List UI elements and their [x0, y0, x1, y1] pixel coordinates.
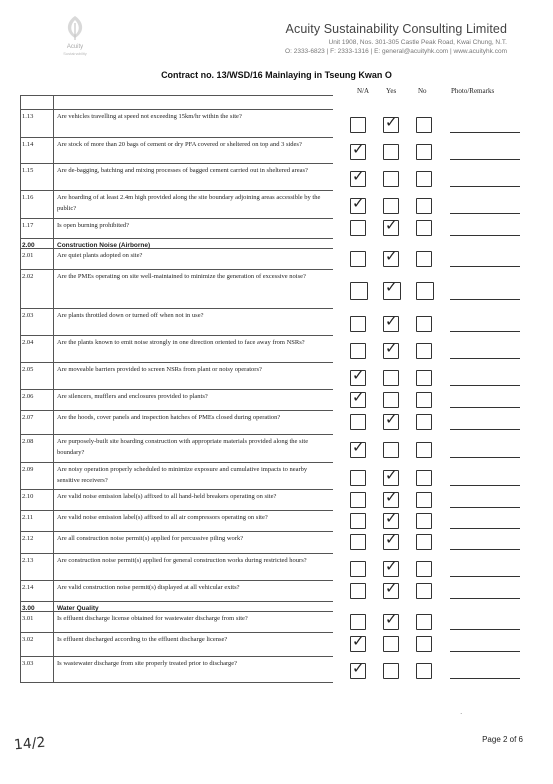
item-number: 2.12	[21, 532, 54, 553]
company-info	[285, 22, 507, 55]
check-mark-icon: ✓	[352, 387, 365, 406]
item-number: 1.17	[21, 219, 54, 238]
remarks-line[interactable]	[450, 186, 520, 187]
question-text: Are silencers, mufflers and enclosures provided to plants?	[57, 393, 208, 400]
remarks-line[interactable]	[450, 507, 520, 508]
item-number: 3.00	[21, 602, 54, 611]
table-row	[21, 657, 333, 683]
question-text: Are stock of more than 20 bags of cement or dry PFA covered or sheltered on top and 3 sides?	[57, 141, 302, 148]
item-number: 2.11	[21, 511, 54, 531]
table-row	[21, 511, 333, 532]
checkbox-na[interactable]	[350, 194, 366, 214]
checkbox-na[interactable]	[350, 166, 366, 187]
checkbox-na[interactable]	[350, 365, 366, 386]
column-remarks: Photo/Remarks	[451, 87, 495, 95]
checkbox-yes[interactable]	[383, 663, 399, 679]
checkbox-na[interactable]	[350, 492, 366, 508]
check-mark-icon: ✓	[385, 410, 398, 428]
checkbox-no[interactable]	[416, 392, 432, 408]
remarks-line[interactable]	[450, 132, 520, 133]
checkbox-no[interactable]	[416, 636, 432, 652]
question-text: Are construction noise permit(s) applied for general construction works during restricted hours?	[57, 557, 307, 564]
table-row	[21, 363, 333, 390]
check-mark-icon: ✓	[352, 632, 365, 650]
table-row	[21, 249, 333, 270]
remarks-line[interactable]	[450, 159, 520, 160]
stray-mark: ·	[460, 710, 463, 718]
checkbox-na[interactable]	[350, 534, 366, 550]
item-number: 3.03	[21, 657, 54, 682]
checkbox-no[interactable]	[416, 316, 432, 332]
checkbox-na[interactable]	[350, 561, 366, 577]
checkbox-no[interactable]	[416, 513, 432, 529]
checkbox-na[interactable]	[350, 470, 366, 486]
section-row	[21, 602, 333, 612]
question-text: Are the hoods, cover panels and inspection hatches of PMEs closed during operation?	[57, 414, 281, 421]
remarks-line[interactable]	[450, 385, 520, 386]
remarks-line[interactable]	[450, 598, 520, 599]
question-text: Is effluent discharge license obtained for wastewater discharge from site?	[57, 615, 248, 622]
check-mark-icon: ✓	[385, 216, 398, 234]
check-mark-icon: ✓	[385, 487, 398, 506]
checkbox-yes[interactable]	[383, 246, 399, 267]
table-row	[21, 96, 333, 110]
checkbox-no[interactable]	[416, 144, 432, 160]
table-row	[21, 435, 333, 463]
checkbox-yes[interactable]	[383, 609, 399, 630]
remarks-line[interactable]	[450, 235, 520, 236]
table-row	[21, 490, 333, 511]
checkbox-na[interactable]	[350, 387, 366, 408]
item-number: 2.07	[21, 411, 54, 434]
contract-title: Contract no. 13/WSD/16 Mainlaying in Tseung Kwan O	[161, 70, 392, 80]
item-number: 2.14	[21, 581, 54, 601]
item-number	[21, 96, 54, 109]
table-row	[21, 110, 333, 138]
check-mark-icon: ✓	[352, 194, 365, 212]
check-mark-icon: ✓	[385, 338, 398, 357]
section-row	[21, 239, 333, 249]
checkbox-na[interactable]	[350, 583, 366, 599]
page-number: Page 2 of 6	[482, 735, 523, 744]
item-number: 2.08	[21, 435, 54, 462]
table-row	[21, 411, 333, 435]
checkbox-no[interactable]	[416, 343, 432, 359]
checkbox-yes[interactable]	[383, 578, 399, 599]
checkbox-no[interactable]	[416, 171, 432, 187]
checkbox-no[interactable]	[416, 492, 432, 508]
table-row	[21, 390, 333, 411]
item-number: 2.02	[21, 270, 54, 308]
company-logo	[52, 14, 98, 66]
check-mark-icon: ✓	[385, 578, 398, 597]
question-text: Are noisy operation properly scheduled to minimize exposure and cumulative impacts to nearby sensitive receivers?	[57, 466, 308, 484]
check-mark-icon: ✓	[385, 465, 398, 484]
column-no: No	[418, 87, 427, 95]
remarks-line[interactable]	[450, 213, 520, 214]
checkbox-yes[interactable]	[383, 487, 399, 508]
table-row	[21, 633, 333, 657]
item-number: 2.09	[21, 463, 54, 489]
checklist-table	[20, 95, 333, 683]
section-title: Water Quality	[57, 605, 99, 612]
item-number: 2.00	[21, 239, 54, 248]
table-row	[21, 336, 333, 363]
check-mark-icon: ✓	[352, 438, 365, 456]
table-row	[21, 219, 333, 239]
item-number: 3.02	[21, 633, 54, 656]
question-text: Are plants throttled down or turned off when not in use?	[57, 312, 204, 319]
checkbox-no[interactable]	[416, 251, 432, 267]
check-mark-icon: ✓	[385, 311, 398, 330]
checkbox-no[interactable]	[416, 534, 432, 550]
table-row	[21, 554, 333, 581]
checkbox-no[interactable]	[416, 470, 432, 486]
question-text: Are valid noise emission label(s) affixed to all hand-held breakers operating on site?	[57, 493, 277, 500]
checkbox-yes[interactable]	[383, 508, 399, 529]
question-text: Is wastewater discharge from site properly treated prior to discharge?	[57, 660, 238, 667]
checkbox-no[interactable]	[416, 282, 434, 300]
check-mark-icon: ✓	[385, 609, 398, 628]
check-mark-icon: ✓	[385, 530, 398, 548]
checkbox-no[interactable]	[416, 663, 432, 679]
table-row	[21, 270, 333, 309]
checkbox-na[interactable]	[350, 659, 366, 679]
table-row	[21, 532, 333, 554]
table-row	[21, 309, 333, 336]
checkbox-yes[interactable]	[383, 410, 399, 430]
company-address: Unit 1908, Nos. 301-305 Castle Peak Road, Kwai Chung, N.T.	[328, 39, 507, 46]
checkbox-na[interactable]	[350, 414, 366, 430]
checkbox-na[interactable]	[350, 632, 366, 652]
remarks-line[interactable]	[450, 629, 520, 630]
item-number: 2.10	[21, 490, 54, 510]
logo-text: Acuity	[66, 44, 84, 50]
remarks-line[interactable]	[450, 549, 520, 550]
checkbox-na[interactable]	[350, 438, 366, 458]
item-number: 1.16	[21, 191, 54, 218]
table-row	[21, 138, 333, 164]
remarks-line[interactable]	[450, 299, 520, 300]
checkbox-yes[interactable]	[383, 442, 399, 458]
check-mark-icon: ✓	[352, 365, 365, 384]
item-number: 2.04	[21, 336, 54, 362]
checkbox-na[interactable]	[350, 140, 366, 160]
checkbox-yes[interactable]	[383, 198, 399, 214]
remarks-line[interactable]	[450, 266, 520, 267]
checkbox-no[interactable]	[416, 583, 432, 599]
logo-subtext: Sustainability	[63, 51, 87, 56]
question-text: Are the plants known to emit noise strongly in one direction oriented to face away from NSRs?	[57, 339, 305, 346]
remarks-line[interactable]	[450, 485, 520, 486]
item-number: 1.13	[21, 110, 54, 137]
question-text: Are purposely-built site hoarding construction with appropriate materials provided along the site boundary?	[57, 438, 309, 456]
question-text: Is open burning prohibited?	[57, 222, 130, 229]
checkbox-yes[interactable]	[383, 144, 399, 160]
item-number: 3.01	[21, 612, 54, 632]
table-row	[21, 164, 333, 191]
checkbox-yes[interactable]	[383, 311, 399, 332]
checkbox-yes[interactable]	[383, 392, 399, 408]
remarks-line[interactable]	[450, 576, 520, 577]
checkbox-na[interactable]	[350, 343, 366, 359]
leaf-logo-icon	[62, 14, 88, 44]
checkbox-na[interactable]	[350, 513, 366, 529]
checkbox-yes[interactable]	[383, 530, 399, 550]
check-mark-icon: ✓	[385, 277, 398, 296]
checkbox-na[interactable]	[350, 282, 368, 300]
checkbox-yes[interactable]	[383, 556, 399, 577]
table-row	[21, 191, 333, 219]
question-text: Are vehicles travelling at speed not exceeding 15km/hr within the site?	[57, 113, 242, 120]
item-number: 1.15	[21, 164, 54, 190]
check-mark-icon: ✓	[385, 113, 398, 131]
item-number: 2.05	[21, 363, 54, 389]
checkbox-yes[interactable]	[383, 465, 399, 486]
question-text: Are hoarding of at least 2.4m high provided along the site boundary adjoining areas accessible by the public?	[57, 194, 321, 212]
checkbox-no[interactable]	[416, 220, 432, 236]
company-contact: O: 2333-6823 | F: 2333-1316 | E: general@acuityhk.com | www.acuityhk.com	[285, 48, 507, 55]
item-number: 2.06	[21, 390, 54, 410]
checkbox-no[interactable]	[416, 442, 432, 458]
checkbox-yes[interactable]	[383, 171, 399, 187]
remarks-line[interactable]	[450, 528, 520, 529]
checkbox-no[interactable]	[416, 561, 432, 577]
check-mark-icon: ✓	[352, 166, 365, 185]
question-text: Is effluent discharged according to the effluent discharge license?	[57, 636, 228, 643]
remarks-line[interactable]	[450, 429, 520, 430]
column-na: N/A	[357, 87, 370, 95]
question-text: Are quiet plants adopted on site?	[57, 252, 143, 259]
remarks-line[interactable]	[450, 678, 520, 679]
remarks-line[interactable]	[450, 358, 520, 359]
checkbox-yes[interactable]	[383, 338, 399, 359]
checkbox-na[interactable]	[350, 220, 366, 236]
company-name: Acuity Sustainability Consulting Limited	[285, 22, 507, 36]
remarks-line[interactable]	[450, 407, 520, 408]
checkbox-na[interactable]	[350, 251, 366, 267]
question-text	[55, 96, 333, 110]
table-row	[21, 581, 333, 602]
check-mark-icon: ✓	[385, 556, 398, 575]
remarks-line[interactable]	[450, 651, 520, 652]
column-yes: Yes	[386, 87, 397, 95]
item-number: 2.13	[21, 554, 54, 580]
item-number: 2.01	[21, 249, 54, 269]
checkbox-na[interactable]	[350, 316, 366, 332]
question-text: Are valid construction noise permit(s) displayed at all vehicular exits?	[57, 584, 240, 591]
handwritten-note: 14/2	[13, 734, 47, 754]
check-mark-icon: ✓	[385, 508, 398, 527]
checkbox-yes[interactable]	[383, 216, 399, 236]
checkbox-no[interactable]	[416, 370, 432, 386]
checkbox-yes[interactable]	[383, 370, 399, 386]
item-number: 1.14	[21, 138, 54, 163]
checkbox-no[interactable]	[416, 117, 432, 133]
table-row	[21, 463, 333, 490]
check-mark-icon: ✓	[352, 140, 365, 158]
checkbox-no[interactable]	[416, 614, 432, 630]
check-mark-icon: ✓	[385, 246, 398, 265]
question-text: Are valid noise emission label(s) affixed to all air compressors operating on site?	[57, 514, 268, 521]
section-title: Construction Noise (Airborne)	[57, 242, 151, 249]
checkbox-yes[interactable]	[383, 277, 401, 300]
question-text: Are all construction noise permit(s) applied for percussive piling work?	[57, 535, 244, 542]
remarks-line[interactable]	[450, 331, 520, 332]
question-text: Are de-bagging, batching and mixing processes of bagged cement carried out in sheltered areas?	[57, 167, 308, 174]
question-text: Are the PMEs operating on site well-maintained to minimize the generation of excessive noise?	[57, 273, 306, 280]
check-mark-icon: ✓	[352, 659, 365, 677]
checkbox-na[interactable]	[350, 117, 366, 133]
remarks-line[interactable]	[450, 457, 520, 458]
checkbox-yes[interactable]	[383, 636, 399, 652]
checkbox-no[interactable]	[416, 414, 432, 430]
table-row	[21, 612, 333, 633]
checkbox-no[interactable]	[416, 198, 432, 214]
checkbox-yes[interactable]	[383, 113, 399, 133]
question-text: Are moveable barriers provided to screen NSRs from plant or noisy operators?	[57, 366, 262, 373]
checkbox-na[interactable]	[350, 614, 366, 630]
item-number: 2.03	[21, 309, 54, 335]
